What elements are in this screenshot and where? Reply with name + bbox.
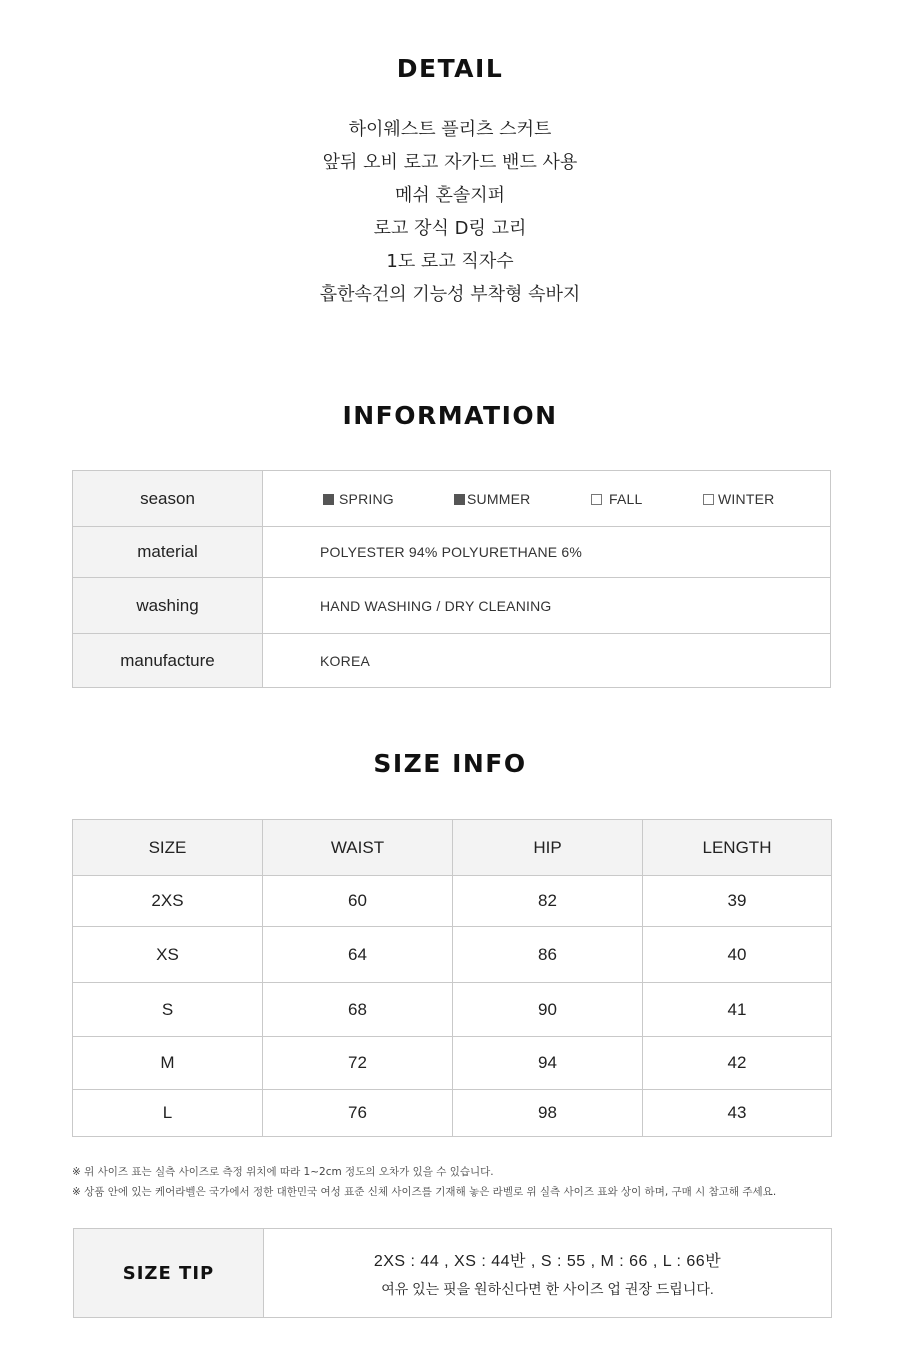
length-cell: 40 [643, 927, 832, 983]
material-value: POLYESTER 94% POLYURETHANE 6% [263, 527, 831, 578]
size-header-waist: WAIST [263, 820, 453, 876]
detail-line: 앞뒤 오비 로고 자가드 밴드 사용 [322, 152, 578, 173]
detail-line: 1도 로고 직자수 [386, 251, 514, 272]
detail-title: DETAIL [396, 54, 504, 83]
size-note: ※ 상품 안에 있는 케어라벨은 국가에서 정한 대한민국 여성 표준 신체 사이즈를 기재해 놓은 라벨로 위 실측 사이즈 표와 상이 하며, 구매 시 참고해 주세요. [72, 1186, 777, 1198]
season-option-label: SUMMER [467, 491, 531, 507]
washing-value: HAND WASHING / DRY CLEANING [263, 578, 831, 634]
size-cell: S [73, 983, 263, 1037]
detail-line: 하이웨스트 플리츠 스커트 [348, 119, 552, 140]
table-row [73, 983, 832, 1037]
size-table [72, 819, 832, 1137]
washing-row [73, 578, 831, 634]
table-row [73, 1037, 832, 1090]
hip-cell: 82 [453, 876, 643, 927]
checkbox-icon [323, 494, 334, 505]
size-tip-mapping: 2XS : 44 , XS : 44반 , S : 55 , M : 66 , L : 66반 [373, 1252, 722, 1270]
length-cell: 41 [643, 983, 832, 1037]
season-option-label: SPRING [339, 491, 394, 507]
material-row [73, 527, 831, 578]
size-tip-table [73, 1228, 832, 1318]
checkbox-icon [591, 494, 602, 505]
season-option-fall [591, 491, 643, 507]
size-tip-body [264, 1229, 832, 1318]
length-cell: 39 [643, 876, 832, 927]
length-cell: 42 [643, 1037, 832, 1090]
season-option-label: FALL [609, 491, 643, 507]
season-option-label: WINTER [718, 491, 775, 507]
manufacture-label: manufacture [73, 634, 263, 688]
length-cell: 43 [643, 1090, 832, 1137]
checkbox-icon [454, 494, 465, 505]
season-option-spring [323, 491, 394, 507]
size-cell: XS [73, 927, 263, 983]
detail-line: 메쉬 혼솔지퍼 [394, 185, 506, 206]
size-info-title: SIZE INFO [373, 749, 527, 778]
size-note: ※ 위 사이즈 표는 실측 사이즈로 측정 위치에 따라 1~2cm 정도의 오차가 있을 수 있습니다. [72, 1166, 494, 1178]
waist-cell: 64 [263, 927, 453, 983]
detail-line: 로고 장식 D링 고리 [373, 218, 527, 239]
hip-cell: 90 [453, 983, 643, 1037]
size-header-hip: HIP [453, 820, 643, 876]
detail-list [0, 113, 900, 311]
size-table-header-row [73, 820, 832, 876]
waist-cell: 72 [263, 1037, 453, 1090]
size-tip-label: SIZE TIP [74, 1229, 264, 1318]
table-row [73, 927, 832, 983]
manufacture-value: KOREA [263, 634, 831, 688]
waist-cell: 60 [263, 876, 453, 927]
season-label: season [73, 471, 263, 527]
size-notes [72, 1162, 852, 1202]
waist-cell: 68 [263, 983, 453, 1037]
waist-cell: 76 [263, 1090, 453, 1137]
size-cell: M [73, 1037, 263, 1090]
manufacture-row [73, 634, 831, 688]
size-cell: L [73, 1090, 263, 1137]
information-title: INFORMATION [342, 401, 558, 430]
information-table [72, 470, 831, 688]
season-option-summer [454, 491, 530, 507]
table-row [73, 876, 832, 927]
size-tip-advice: 여유 있는 핏을 원하신다면 한 사이즈 업 권장 드립니다. [381, 1280, 714, 1297]
hip-cell: 94 [453, 1037, 643, 1090]
size-cell: 2XS [73, 876, 263, 927]
table-row [73, 1090, 832, 1137]
hip-cell: 98 [453, 1090, 643, 1137]
season-value [263, 471, 831, 527]
size-header-size: SIZE [73, 820, 263, 876]
detail-line: 흡한속건의 기능성 부착형 속바지 [319, 284, 581, 305]
season-option-winter [703, 491, 774, 507]
material-label: material [73, 527, 263, 578]
season-row [73, 471, 831, 527]
hip-cell: 86 [453, 927, 643, 983]
size-tip-row [74, 1229, 832, 1318]
size-header-length: LENGTH [643, 820, 832, 876]
checkbox-icon [703, 494, 714, 505]
washing-label: washing [73, 578, 263, 634]
